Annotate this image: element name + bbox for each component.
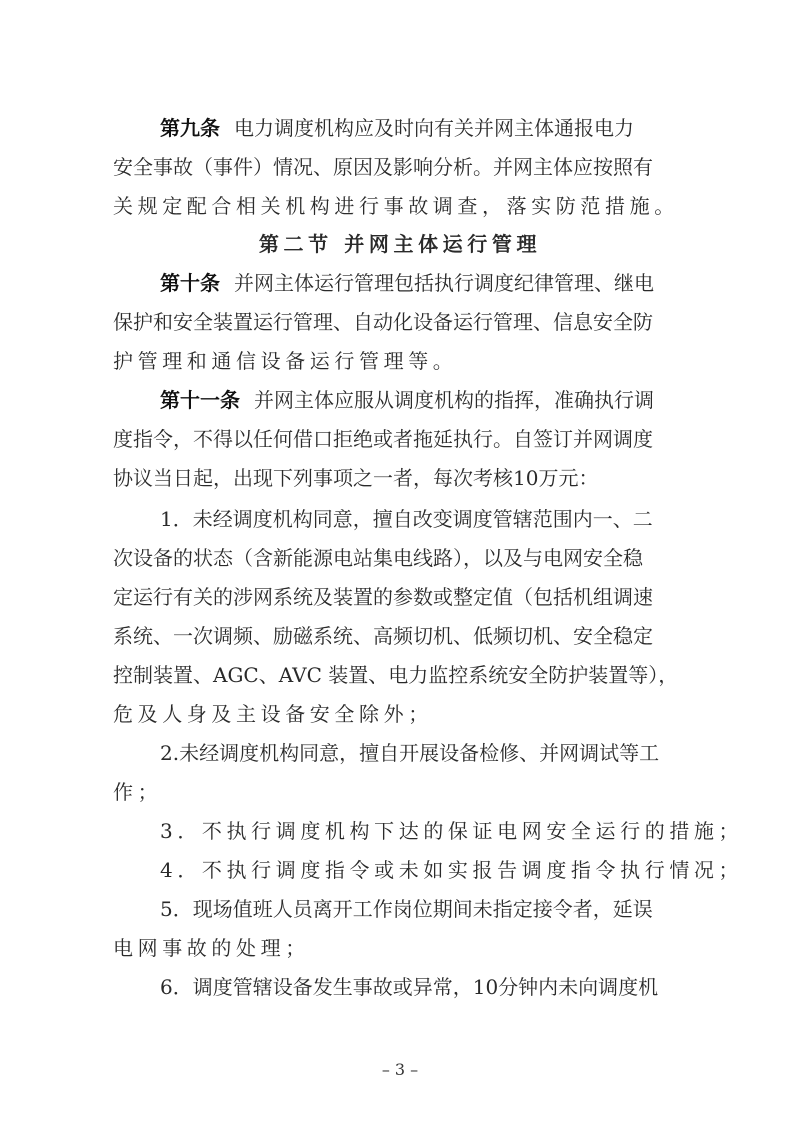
line-text: 2.未经调度机构同意，擅自开展设备检修、并网调试等工 <box>160 741 660 765</box>
line-text: 护管理和通信设备运行管理等。 <box>113 349 458 373</box>
line-text: 关规定配合相关机构进行事故调查，落实防范措施。 <box>113 194 679 218</box>
line-text: 度指令，不得以任何借口拒绝或者拖延执行。自签订并网调度 <box>113 427 653 451</box>
text-line <box>160 113 634 143</box>
line-text: 安全事故（事件）情况、原因及影响分析。并网主体应按照有 <box>113 155 653 179</box>
text-line <box>113 777 593 807</box>
line-text: 1．未经调度机构同意，擅自改变调度管辖范围内一、二 <box>160 507 653 531</box>
section-heading <box>0 229 800 259</box>
line-text: 危及人身及主设备安全除外； <box>113 702 433 726</box>
text-line <box>113 152 653 182</box>
text-line <box>113 307 653 337</box>
line-text: 次设备的状态（含新能源电站集电线路），以及与电网安全稳 <box>113 546 643 570</box>
text-line <box>160 816 744 846</box>
page-number: – 3 – <box>381 1060 419 1079</box>
line-text: 并网主体应服从调度机构的指挥，准确执行调 <box>254 388 654 412</box>
text-line <box>160 268 654 298</box>
line-text: 保护和安全装置运行管理、自动化设备运行管理、信息安全防 <box>113 310 653 334</box>
text-line <box>160 855 744 885</box>
line-text: 3．不执行调度机构下达的保证电网安全运行的措施； <box>160 819 744 843</box>
text-line <box>160 504 653 534</box>
line-text: 第二节 并网主体运行管理 <box>258 232 542 256</box>
text-line <box>113 660 679 690</box>
line-text: 系统、一次调频、励磁系统、高频切机、低频切机、安全稳定 <box>113 624 653 648</box>
text-line <box>113 191 679 221</box>
line-text: 协议当日起，出现下列事项之一者，每次考核10万元： <box>113 466 599 490</box>
text-line <box>113 621 653 651</box>
article-number: 第九条 <box>160 116 220 140</box>
line-text: 4．不执行调度指令或未如实报告调度指令执行情况； <box>160 858 744 882</box>
line-text: 并网主体运行管理包括执行调度纪律管理、继电 <box>234 271 654 295</box>
line-text: 6．调度管辖设备发生事故或异常，10分钟内未向调度机 <box>160 975 659 999</box>
line-text: 控制装置、AGC、AVC 装置、电力监控系统安全防护装置等）， <box>113 663 679 687</box>
text-line <box>160 385 654 415</box>
text-line <box>160 738 660 768</box>
line-text: 5．现场值班人员离开工作岗位期间未指定接令者，延误 <box>160 897 653 921</box>
text-line <box>113 543 643 573</box>
text-line <box>160 894 653 924</box>
text-line <box>113 582 653 612</box>
line-text: 电网事故的处理； <box>113 936 310 960</box>
text-line <box>113 933 593 963</box>
text-line <box>113 699 593 729</box>
text-line <box>113 346 593 376</box>
text-line <box>160 972 659 1002</box>
text-line <box>113 463 599 493</box>
line-text: 定运行有关的涉网系统及装置的参数或整定值（包括机组调速 <box>113 585 653 609</box>
article-number: 第十条 <box>160 271 220 295</box>
line-text: 电力调度机构应及时向有关并网主体通报电力 <box>234 116 634 140</box>
text-line <box>113 424 653 454</box>
line-text: 作； <box>113 780 163 804</box>
article-number: 第十一条 <box>160 388 240 412</box>
